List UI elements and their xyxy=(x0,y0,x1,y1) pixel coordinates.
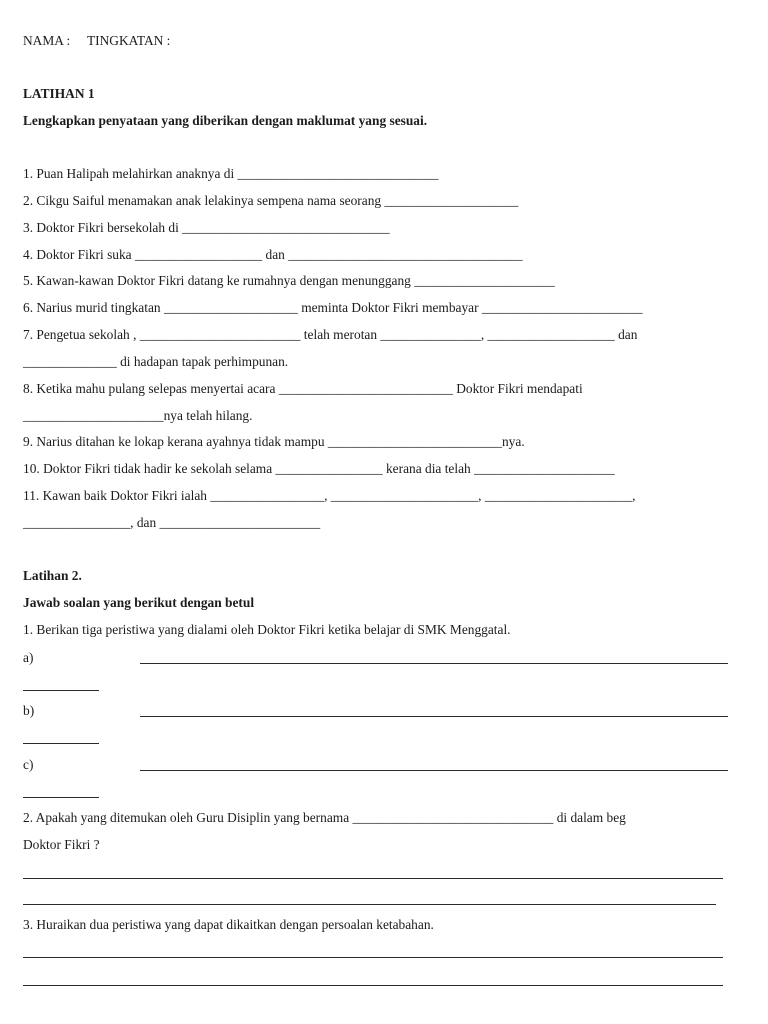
question-1: 1. Berikan tiga peristiwa yang dialami oleh Doktor Fikri ketika belajar di SMK Menggatal. xyxy=(23,622,511,637)
question-3: 3. Huraikan dua peristiwa yang dapat dikaitkan dengan persoalan ketabahan. xyxy=(23,917,434,932)
answer-line-c[interactable] xyxy=(140,770,728,771)
latihan-2-instruction: Jawab soalan yang berikut dengan betul xyxy=(23,595,255,610)
option-c-label: c) xyxy=(23,757,34,772)
fill-item-6[interactable]: 6. Narius murid tingkatan ____________________ meminta Doktor Fikri membayar ________________________ xyxy=(23,300,643,315)
answer-line-q2-1[interactable] xyxy=(23,878,723,879)
latihan-1-instruction: Lengkapkan penyataan yang diberikan dengan maklumat yang sesuai. xyxy=(23,113,428,128)
answer-line-q3-2[interactable] xyxy=(23,985,723,986)
latihan-1-title: LATIHAN 1 xyxy=(23,86,95,101)
fill-item-5[interactable]: 5. Kawan-kawan Doktor Fikri datang ke rumahnya dengan menunggang _____________________ xyxy=(23,273,555,288)
fill-item-1[interactable]: 1. Puan Halipah melahirkan anaknya di ______________________________ xyxy=(23,166,439,181)
option-b-label: b) xyxy=(23,703,35,718)
tingkatan-label: TINGKATAN : xyxy=(87,33,171,48)
latihan-2-title: Latihan 2. xyxy=(23,568,82,583)
fill-item-11-cont[interactable]: ________________, dan ________________________ xyxy=(23,515,321,530)
answer-line-q3-1[interactable] xyxy=(23,957,723,958)
answer-line-b[interactable] xyxy=(140,716,728,717)
fill-item-7-cont[interactable]: ______________ di hadapan tapak perhimpunan. xyxy=(23,354,289,369)
fill-item-9[interactable]: 9. Narius ditahan ke lokap kerana ayahnya tidak mampu __________________________nya. xyxy=(23,434,525,449)
option-a-label: a) xyxy=(23,650,34,665)
fill-item-10[interactable]: 10. Doktor Fikri tidak hadir ke sekolah selama ________________ kerana dia telah _____________________ xyxy=(23,461,615,476)
fill-item-11[interactable]: 11. Kawan baik Doktor Fikri ialah _________________, ______________________, ______________________, xyxy=(23,488,636,503)
answer-line-a-cont[interactable] xyxy=(23,690,99,691)
fill-item-8-cont[interactable]: _____________________nya telah hilang. xyxy=(23,408,253,423)
answer-line-q2-2[interactable] xyxy=(23,904,716,905)
fill-item-2[interactable]: 2. Cikgu Saiful menamakan anak lelakinya sempena nama seorang ____________________ xyxy=(23,193,519,208)
fill-item-4[interactable]: 4. Doktor Fikri suka ___________________ dan ___________________________________ xyxy=(23,247,523,262)
fill-item-3[interactable]: 3. Doktor Fikri bersekolah di _______________________________ xyxy=(23,220,390,235)
nama-label: NAMA : xyxy=(23,33,71,48)
answer-line-c-cont[interactable] xyxy=(23,797,99,798)
fill-item-8[interactable]: 8. Ketika mahu pulang selepas menyertai acara __________________________ Doktor Fikri mendapati xyxy=(23,381,583,396)
question-2: 2. Apakah yang ditemukan oleh Guru Disiplin yang bernama ______________________________ di dalam beg xyxy=(23,810,626,825)
answer-line-b-cont[interactable] xyxy=(23,743,99,744)
fill-item-7[interactable]: 7. Pengetua sekolah , ________________________ telah merotan _______________, ___________________ dan xyxy=(23,327,638,342)
answer-line-a[interactable] xyxy=(140,663,728,664)
question-2-cont: Doktor Fikri ? xyxy=(23,837,100,852)
